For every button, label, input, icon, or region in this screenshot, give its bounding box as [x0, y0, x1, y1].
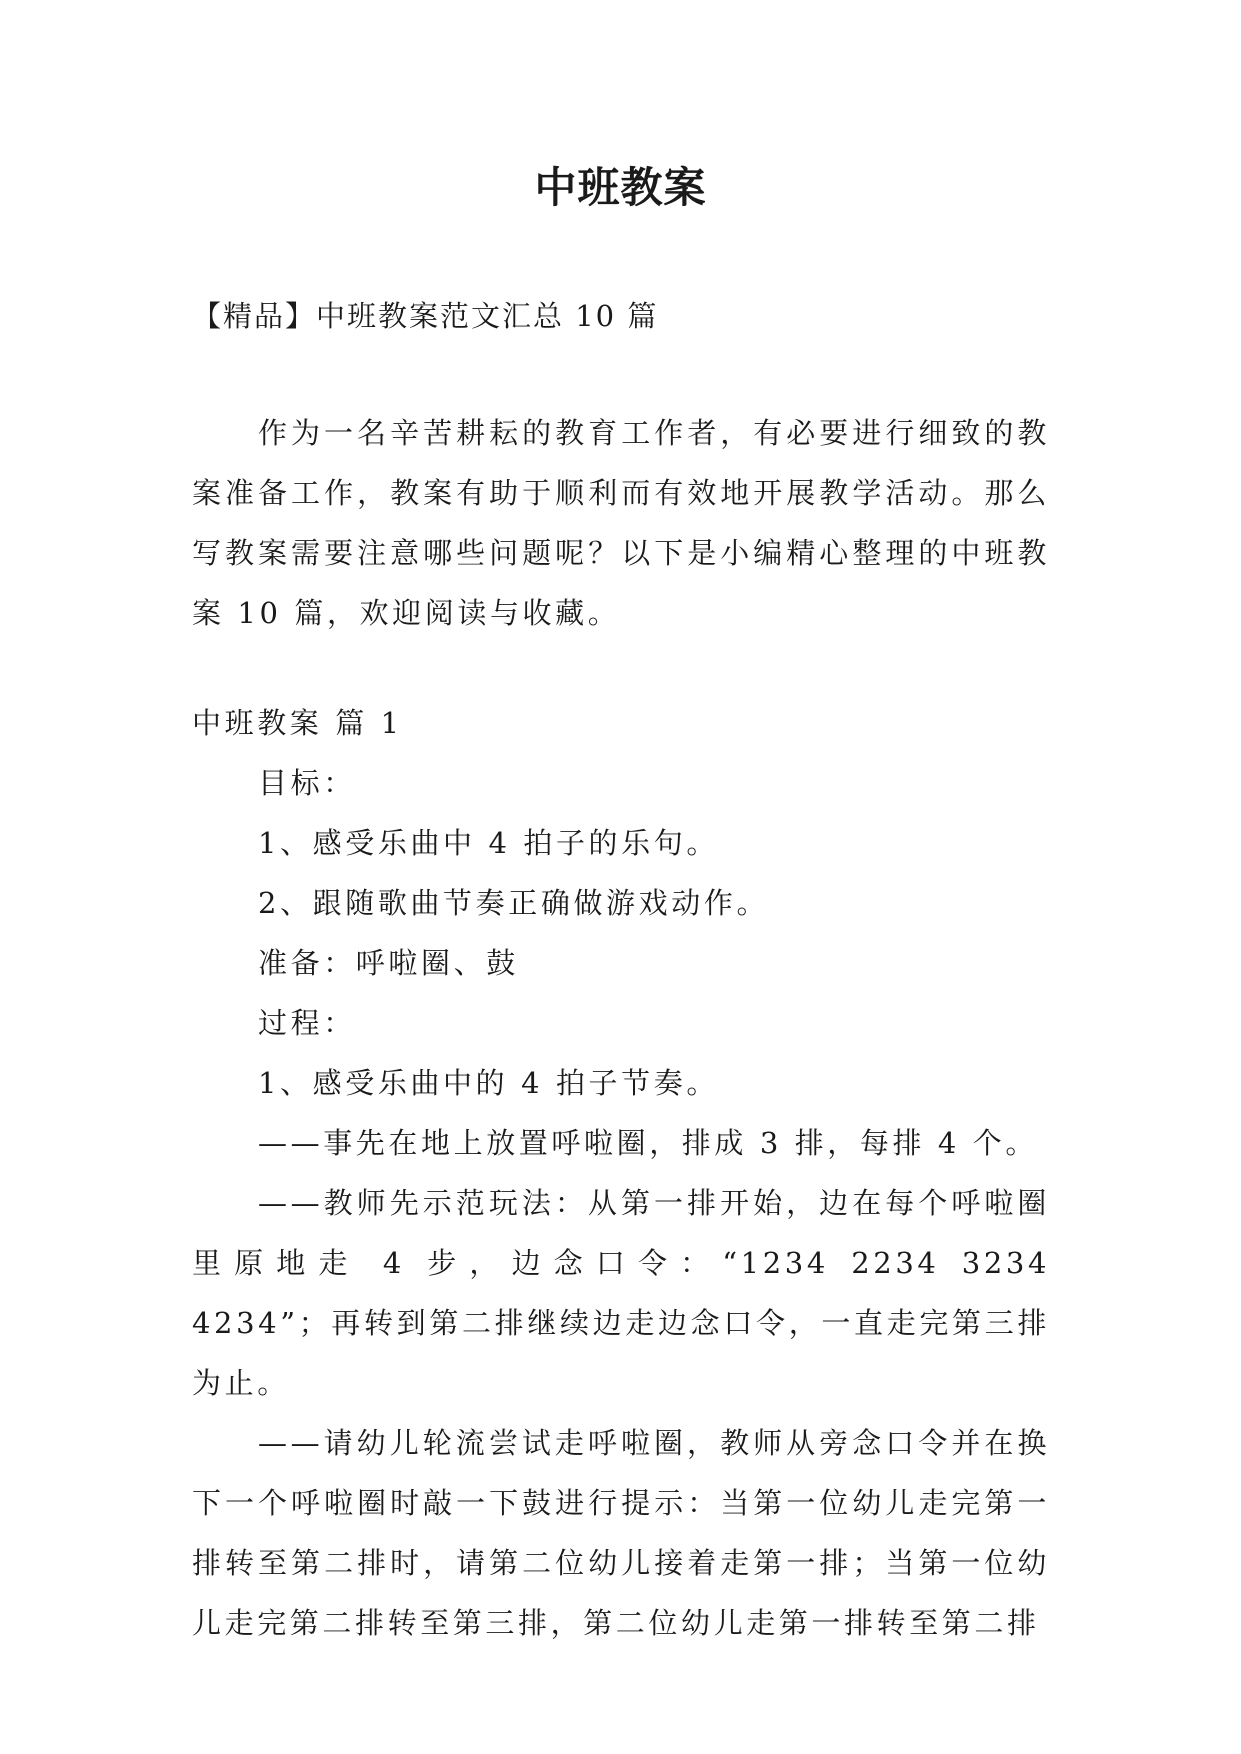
goal-label: 目标： — [258, 766, 356, 800]
goal-item-1: 1、感受乐曲中 4 拍子的乐句。 — [258, 826, 719, 860]
document-title: 中班教案 — [534, 163, 707, 212]
process-detail-2: ——教师先示范玩法：从第一排开始，边在每个呼啦圈里原地走 4 步，边念口令：“1234 2234 3234 4234”；再转到第二排继续边走边念口令，一直走完第三排为止。 — [192, 1186, 1050, 1400]
section-heading: 中班教案 篇 1 — [192, 706, 403, 740]
document-subtitle: 【精品】中班教案范文汇总 10 篇 — [192, 299, 659, 333]
preparation-line: 准备：呼啦圈、鼓 — [258, 946, 519, 980]
process-detail-3: ——请幼儿轮流尝试走呼啦圈，教师从旁念口令并在换下一个呼啦圈时敲一下鼓进行提示：当第一位幼儿走完第一排转至第二排时，请第二位幼儿接着走第一排；当第一位幼儿走完第二排转至第三排，第二位幼儿走第一排转至第二排 — [192, 1426, 1050, 1640]
process-detail-1: ——事先在地上放置呼啦圈，排成 3 排，每排 4 个。 — [258, 1126, 1038, 1160]
section-1 — [192, 693, 1050, 1653]
process-label: 过程： — [258, 1006, 356, 1040]
intro-paragraph: 作为一名辛苦耕耘的教育工作者，有必要进行细致的教案准备工作，教案有助于顺利而有效地开展教学活动。那么写教案需要注意哪些问题呢？以下是小编精心整理的中班教案 10 篇，欢迎阅读与收藏。 — [192, 416, 1050, 630]
process-step-1: 1、感受乐曲中的 4 拍子节奏。 — [258, 1066, 719, 1100]
goal-item-2: 2、跟随歌曲节奏正确做游戏动作。 — [258, 886, 770, 920]
